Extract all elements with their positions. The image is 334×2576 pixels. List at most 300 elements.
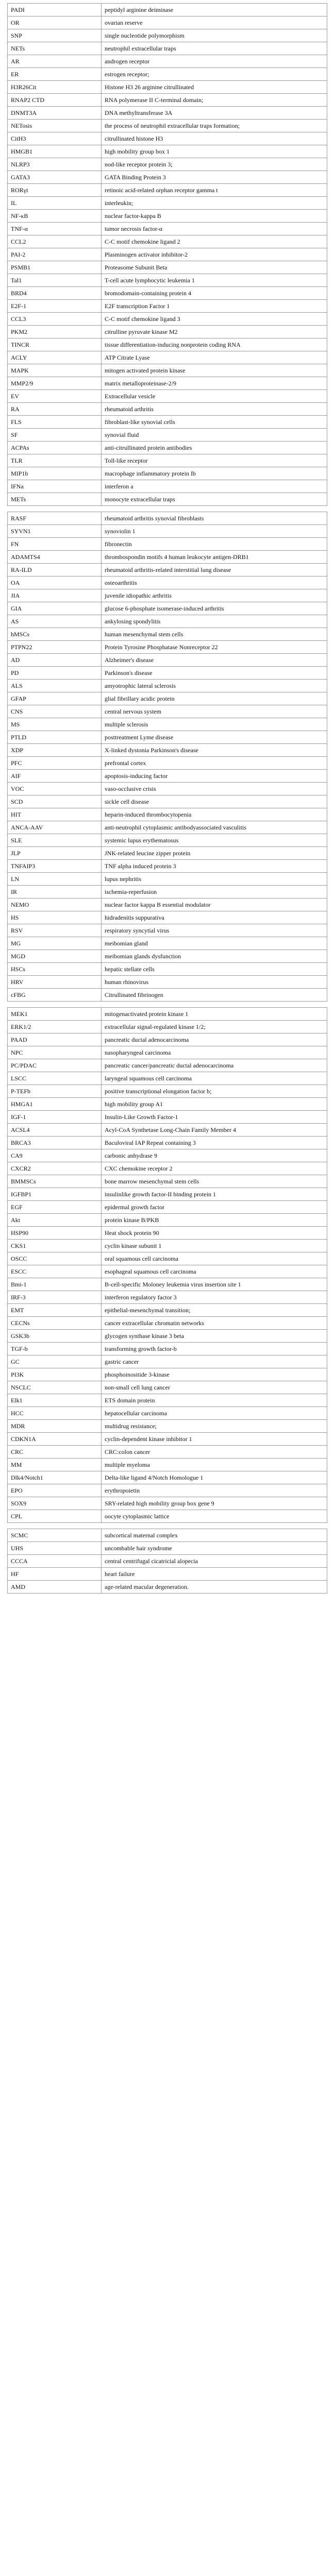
definition-cell: C-C motif chemokine ligand 2 <box>102 235 327 248</box>
abbreviation-cell: GC <box>8 1355 102 1368</box>
abbreviation-cell: OA <box>8 577 102 589</box>
abbreviation-cell: PTLD <box>8 731 102 744</box>
abbreviation-cell: SLE <box>8 834 102 847</box>
table-row <box>8 1265 327 1278</box>
abbreviation-cell: HCC <box>8 1407 102 1420</box>
table-row <box>8 223 327 235</box>
definition-cell: cyclin-dependent kinase inhibitor 1 <box>102 1433 327 1446</box>
table-row <box>8 416 327 429</box>
abbreviation-cell: IL <box>8 197 102 210</box>
abbreviation-cell: NETosis <box>8 120 102 132</box>
abbreviation-cell: HSCs <box>8 963 102 976</box>
abbreviation-cell: MEK1 <box>8 1008 102 1021</box>
table-row <box>8 1033 327 1046</box>
abbreviations-table <box>7 3 327 1594</box>
table-row <box>8 1368 327 1381</box>
abbreviation-cell: IFNa <box>8 480 102 493</box>
abbreviation-cell: CPL <box>8 1510 102 1523</box>
definition-cell: interferon a <box>102 480 327 493</box>
definition-cell: lupus nephritis <box>102 873 327 886</box>
definition-cell: high mobility group A1 <box>102 1098 327 1111</box>
definition-cell: age-related macular degeneration. <box>102 1581 327 1594</box>
abbreviation-cell: AD <box>8 654 102 667</box>
definition-cell: gastric cancer <box>102 1355 327 1368</box>
abbreviation-cell: ADAMTS4 <box>8 551 102 564</box>
table-row <box>8 1317 327 1330</box>
abbreviation-cell: CNS <box>8 705 102 718</box>
table-row <box>8 641 327 654</box>
abbreviation-cell: ACPAs <box>8 442 102 454</box>
definition-cell: anti-citrullinated protein antibodies <box>102 442 327 454</box>
abbreviation-cell: MS <box>8 718 102 731</box>
definition-cell: systemic lupus erythematosus <box>102 834 327 847</box>
table-row <box>8 770 327 783</box>
abbreviation-cell: BRCA3 <box>8 1137 102 1149</box>
section-separator <box>8 1523 327 1529</box>
abbreviation-cell: SF <box>8 429 102 442</box>
definition-cell: non-small cell lung cancer <box>102 1381 327 1394</box>
abbreviation-cell: Elk1 <box>8 1394 102 1407</box>
abbreviation-cell: MM <box>8 1459 102 1471</box>
abbreviation-cell: CA9 <box>8 1149 102 1162</box>
table-row <box>8 602 327 615</box>
section-separator-cell <box>8 1523 327 1529</box>
abbreviation-cell: ACLY <box>8 351 102 364</box>
definition-cell: mitogen activated protein kinase <box>102 364 327 377</box>
definition-cell: neutrophil extracellular traps <box>102 42 327 55</box>
definition-cell: nasopharyngeal carcinoma <box>102 1046 327 1059</box>
definition-cell: esophageal squamous cell carcinoma <box>102 1265 327 1278</box>
abbreviation-cell: OR <box>8 16 102 29</box>
definition-cell: uncombable hair syndrome <box>102 1542 327 1555</box>
definition-cell: monocyte extracellular traps <box>102 493 327 506</box>
definition-cell: matrix metalloproteinase-2/9 <box>102 377 327 390</box>
definition-cell: E2F transcription Factor 1 <box>102 300 327 313</box>
definition-cell: transforming growth factor-b <box>102 1343 327 1355</box>
definition-cell: pancreatic ductal adenocarcinoma <box>102 1033 327 1046</box>
abbreviation-cell: LSCC <box>8 1072 102 1085</box>
definition-cell: estrogen receptor; <box>102 68 327 81</box>
abbreviation-cell: LN <box>8 873 102 886</box>
definition-cell: central nervous system <box>102 705 327 718</box>
table-row <box>8 976 327 989</box>
section-separator-cell <box>8 506 327 512</box>
definition-cell: phosphoinositide 3-kinase <box>102 1368 327 1381</box>
table-row <box>8 1201 327 1214</box>
abbreviation-cell: NSCLC <box>8 1381 102 1394</box>
definition-cell: multiple myeloma <box>102 1459 327 1471</box>
table-row <box>8 808 327 821</box>
table-row <box>8 924 327 937</box>
abbreviation-cell: GIA <box>8 602 102 615</box>
definition-cell: rheumatoid arthritis-related interstitial lung disease <box>102 564 327 577</box>
table-row <box>8 94 327 107</box>
definition-cell: heart failure <box>102 1568 327 1581</box>
definition-cell: epithelial-mesenchymal transition; <box>102 1304 327 1317</box>
abbreviation-cell: MMP2/9 <box>8 377 102 390</box>
abbreviation-cell: CitH3 <box>8 132 102 145</box>
definition-cell: nuclear factor-kappa B <box>102 210 327 223</box>
definition-cell: T-cell acute lymphocytic leukemia 1 <box>102 274 327 287</box>
abbreviation-cell: SNP <box>8 29 102 42</box>
abbreviation-cell: cFBG <box>8 989 102 1002</box>
table-row <box>8 1568 327 1581</box>
section-separator-cell <box>8 1002 327 1008</box>
definition-cell: tumor necrosis factor-α <box>102 223 327 235</box>
definition-cell: hepatic stellate cells <box>102 963 327 976</box>
table-row <box>8 564 327 577</box>
abbreviation-cell: UHS <box>8 1542 102 1555</box>
table-row <box>8 1137 327 1149</box>
table-row <box>8 1497 327 1510</box>
definition-cell: Insulin-Like Growth Factor-1 <box>102 1111 327 1124</box>
abbreviation-cell: CECNs <box>8 1317 102 1330</box>
abbreviation-cell: EGF <box>8 1201 102 1214</box>
abbreviations-table-container <box>7 3 327 1594</box>
definition-cell: central centrifugal cicatricial alopecia <box>102 1555 327 1568</box>
table-row <box>8 1149 327 1162</box>
abbreviation-cell: P-TEFb <box>8 1085 102 1098</box>
table-row <box>8 795 327 808</box>
definition-cell: peptidyl arginine deiminase <box>102 4 327 16</box>
definition-cell: human rhinovirus <box>102 976 327 989</box>
definition-cell: Histone H3 26 arginine citrullinated <box>102 81 327 94</box>
table-row <box>8 235 327 248</box>
table-row <box>8 680 327 692</box>
abbreviation-cell: PAAD <box>8 1033 102 1046</box>
table-row <box>8 145 327 158</box>
table-row <box>8 1175 327 1188</box>
definition-cell: osteoarthritis <box>102 577 327 589</box>
table-row <box>8 480 327 493</box>
definition-cell: glucose 6-phosphate isomerase-induced arthritis <box>102 602 327 615</box>
abbreviation-cell: HIT <box>8 808 102 821</box>
abbreviation-cell: DNMT3A <box>8 107 102 120</box>
table-row <box>8 577 327 589</box>
definition-cell: Alzheimer's disease <box>102 654 327 667</box>
definition-cell: citrullinated histone H3 <box>102 132 327 145</box>
table-row <box>8 1381 327 1394</box>
table-row <box>8 1046 327 1059</box>
definition-cell: oral squamous cell carcinoma <box>102 1252 327 1265</box>
table-row <box>8 744 327 757</box>
abbreviation-cell: SCD <box>8 795 102 808</box>
abbreviation-cell: HMGB1 <box>8 145 102 158</box>
table-row <box>8 821 327 834</box>
definition-cell: citrulline pyruvate kinase M2 <box>102 326 327 338</box>
table-row <box>8 1098 327 1111</box>
abbreviation-cell: PAI-2 <box>8 248 102 261</box>
table-row <box>8 937 327 950</box>
definition-cell: macrophage inflammatory protein Ib <box>102 467 327 480</box>
table-row <box>8 1343 327 1355</box>
definition-cell: RNA polymerase II C-terminal domain; <box>102 94 327 107</box>
definition-cell: ETS domain protein <box>102 1394 327 1407</box>
abbreviation-cell: hMSCs <box>8 628 102 641</box>
definition-cell: cancer extracellular chromatin networks <box>102 1317 327 1330</box>
abbreviation-cell: EV <box>8 390 102 403</box>
definition-cell: carbonic anhydrase 9 <box>102 1149 327 1162</box>
table-row <box>8 1227 327 1240</box>
definition-cell: laryngeal squamous cell carcinoma <box>102 1072 327 1085</box>
abbreviation-cell: IRF-3 <box>8 1291 102 1304</box>
abbreviation-cell: AS <box>8 615 102 628</box>
table-row <box>8 1355 327 1368</box>
table-row <box>8 158 327 171</box>
abbreviation-cell: IR <box>8 886 102 899</box>
definition-cell: erythropoietin <box>102 1484 327 1497</box>
abbreviation-cell: PFC <box>8 757 102 770</box>
table-row <box>8 783 327 795</box>
abbreviation-cell: CXCR2 <box>8 1162 102 1175</box>
table-row <box>8 210 327 223</box>
abbreviation-cell: MDR <box>8 1420 102 1433</box>
table-row <box>8 68 327 81</box>
abbreviation-cell: TLR <box>8 454 102 467</box>
definition-cell: Parkinson's disease <box>102 667 327 680</box>
abbreviation-cell: H3R26Cit <box>8 81 102 94</box>
abbreviation-cell: OSCC <box>8 1252 102 1265</box>
definition-cell: single nucleotide polymorphism <box>102 29 327 42</box>
table-row <box>8 950 327 963</box>
table-row <box>8 132 327 145</box>
abbreviation-cell: PI3K <box>8 1368 102 1381</box>
definition-cell: oocyte cytoplasmic lattice <box>102 1510 327 1523</box>
definition-cell: SRY-related high mobility group box gene 9 <box>102 1497 327 1510</box>
table-row <box>8 184 327 197</box>
definition-cell: Toll-like receptor <box>102 454 327 467</box>
table-row <box>8 248 327 261</box>
definition-cell: Extracellular vesicle <box>102 390 327 403</box>
abbreviation-cell: Bmi-1 <box>8 1278 102 1291</box>
table-row <box>8 55 327 68</box>
table-row <box>8 442 327 454</box>
definition-cell: prefrontal cortex <box>102 757 327 770</box>
abbreviation-cell: TINCR <box>8 338 102 351</box>
table-row <box>8 628 327 641</box>
definition-cell: DNA methyltransferase 3A <box>102 107 327 120</box>
table-row <box>8 989 327 1002</box>
abbreviation-cell: PSMB1 <box>8 261 102 274</box>
abbreviation-cell: HMGA1 <box>8 1098 102 1111</box>
definition-cell: juvenile idiopathic arthritis <box>102 589 327 602</box>
definition-cell: TNF alpha induced protein 3 <box>102 860 327 873</box>
table-row <box>8 1555 327 1568</box>
definition-cell: rheumatoid arthritis synovial fibroblasts <box>102 512 327 525</box>
abbreviation-cell: AMD <box>8 1581 102 1594</box>
table-row <box>8 1291 327 1304</box>
abbreviation-cell: TNF-α <box>8 223 102 235</box>
table-row <box>8 1420 327 1433</box>
table-row <box>8 1240 327 1252</box>
definition-cell: nod-like receptor protein 3; <box>102 158 327 171</box>
definition-cell: mitogenactivated protein kinase 1 <box>102 1008 327 1021</box>
abbreviation-cell: RSV <box>8 924 102 937</box>
definition-cell: apoptosis-inducing factor <box>102 770 327 783</box>
definition-cell: epidermal growth factor <box>102 1201 327 1214</box>
definition-cell: interleukin; <box>102 197 327 210</box>
definition-cell: fibronectin <box>102 538 327 551</box>
table-row <box>8 1085 327 1098</box>
abbreviation-cell: NEMO <box>8 899 102 911</box>
abbreviation-cell: MAPK <box>8 364 102 377</box>
definition-cell: anti-neutrophil cytoplasmic antibodyassociated vasculitis <box>102 821 327 834</box>
table-row <box>8 1542 327 1555</box>
abbreviation-cell: NF-κB <box>8 210 102 223</box>
table-row <box>8 847 327 860</box>
definition-cell: Baculoviral IAP Repeat containing 3 <box>102 1137 327 1149</box>
definition-cell: meibomian gland <box>102 937 327 950</box>
definition-cell: Proteasome Subunit Beta <box>102 261 327 274</box>
table-row <box>8 1446 327 1459</box>
table-row <box>8 731 327 744</box>
table-row <box>8 1394 327 1407</box>
table-row <box>8 364 327 377</box>
abbreviations-table-body <box>8 4 327 1594</box>
definition-cell: GATA Binding Protein 3 <box>102 171 327 184</box>
abbreviation-cell: EPO <box>8 1484 102 1497</box>
definition-cell: multidrug resistance; <box>102 1420 327 1433</box>
abbreviation-cell: NETs <box>8 42 102 55</box>
abbreviation-cell: Dlk4/Notch1 <box>8 1471 102 1484</box>
abbreviation-cell: IGFBP1 <box>8 1188 102 1201</box>
definition-cell: meibomian glands dysfunction <box>102 950 327 963</box>
abbreviation-cell: RNAP2 CTD <box>8 94 102 107</box>
table-row <box>8 274 327 287</box>
table-row <box>8 107 327 120</box>
table-row <box>8 1111 327 1124</box>
table-row <box>8 1581 327 1594</box>
definition-cell: synoviolin 1 <box>102 525 327 538</box>
table-row <box>8 615 327 628</box>
abbreviation-cell: BRD4 <box>8 287 102 300</box>
table-row <box>8 1459 327 1471</box>
abbreviation-cell: FN <box>8 538 102 551</box>
definition-cell: Heat shock protein 90 <box>102 1227 327 1240</box>
abbreviation-cell: METs <box>8 493 102 506</box>
table-row <box>8 1252 327 1265</box>
definition-cell: ischemia-reperfusion <box>102 886 327 899</box>
abbreviation-cell: CKS1 <box>8 1240 102 1252</box>
table-row <box>8 1484 327 1497</box>
abbreviation-cell: GSK3b <box>8 1330 102 1343</box>
definition-cell: bromodomain-containing protein 4 <box>102 287 327 300</box>
abbreviation-cell: ESCC <box>8 1265 102 1278</box>
table-row <box>8 1072 327 1085</box>
abbreviation-cell: GATA3 <box>8 171 102 184</box>
definition-cell: X-linked dystonia Parkinson's disease <box>102 744 327 757</box>
definition-cell: androgen receptor <box>102 55 327 68</box>
table-row <box>8 538 327 551</box>
abbreviation-cell: ANCA-AAV <box>8 821 102 834</box>
abbreviation-cell: MIP1b <box>8 467 102 480</box>
table-row <box>8 1059 327 1072</box>
section-separator <box>8 1002 327 1008</box>
definition-cell: multiple sclerosis <box>102 718 327 731</box>
definition-cell: C-C motif chemokine ligand 3 <box>102 313 327 326</box>
abbreviation-cell: RORγt <box>8 184 102 197</box>
abbreviation-cell: E2F-1 <box>8 300 102 313</box>
abbreviation-cell: PTPN22 <box>8 641 102 654</box>
definition-cell: ankylosing spondylitis <box>102 615 327 628</box>
table-row <box>8 1529 327 1542</box>
definition-cell: synovial fluid <box>102 429 327 442</box>
abbreviation-cell: HF <box>8 1568 102 1581</box>
table-row <box>8 886 327 899</box>
abbreviation-cell: ACSL4 <box>8 1124 102 1137</box>
abbreviation-cell: HRV <box>8 976 102 989</box>
abbreviation-cell: PC/PDAC <box>8 1059 102 1072</box>
definition-cell: hidradenitis suppurativa <box>102 911 327 924</box>
definition-cell: respiratory syncytial virus <box>102 924 327 937</box>
table-row <box>8 911 327 924</box>
table-row <box>8 326 327 338</box>
table-row <box>8 654 327 667</box>
abbreviation-cell: GFAP <box>8 692 102 705</box>
table-row <box>8 454 327 467</box>
definition-cell: Acyl-CoA Synthetase Long-Chain Family Member 4 <box>102 1124 327 1137</box>
table-row <box>8 1162 327 1175</box>
abbreviation-cell: CCL3 <box>8 313 102 326</box>
table-row <box>8 1021 327 1033</box>
table-row <box>8 512 327 525</box>
table-row <box>8 963 327 976</box>
abbreviation-cell: EMT <box>8 1304 102 1317</box>
table-row <box>8 1278 327 1291</box>
definition-cell: high mobility group box 1 <box>102 145 327 158</box>
definition-cell: hepatocellular carcinoma <box>102 1407 327 1420</box>
table-row <box>8 351 327 364</box>
abbreviation-cell: SCMC <box>8 1529 102 1542</box>
abbreviation-cell: SYVN1 <box>8 525 102 538</box>
table-row <box>8 1008 327 1021</box>
abbreviation-cell: ALS <box>8 680 102 692</box>
table-row <box>8 171 327 184</box>
abbreviation-cell: RA <box>8 403 102 416</box>
definition-cell: bone marrow mesenchymal stem cells <box>102 1175 327 1188</box>
definition-cell: protein kinase B/PKB <box>102 1214 327 1227</box>
abbreviation-cell: ERK1/2 <box>8 1021 102 1033</box>
abbreviation-cell: BMMSCs <box>8 1175 102 1188</box>
abbreviation-cell: PKM2 <box>8 326 102 338</box>
definition-cell: insulinlike growth factor-II binding protein 1 <box>102 1188 327 1201</box>
abbreviation-cell: Akt <box>8 1214 102 1227</box>
table-row <box>8 313 327 326</box>
definition-cell: CXC chemokine receptor 2 <box>102 1162 327 1175</box>
abbreviation-cell: CCCA <box>8 1555 102 1568</box>
table-row <box>8 403 327 416</box>
table-row <box>8 705 327 718</box>
table-row <box>8 1214 327 1227</box>
definition-cell: subcortical maternal complex <box>102 1529 327 1542</box>
table-row <box>8 197 327 210</box>
table-row <box>8 1188 327 1201</box>
definition-cell: rheumatoid arthritis <box>102 403 327 416</box>
table-row <box>8 493 327 506</box>
abbreviation-cell: NPC <box>8 1046 102 1059</box>
definition-cell: Citrullinated fibrinogen <box>102 989 327 1002</box>
definition-cell: CRC:colon cancer <box>102 1446 327 1459</box>
abbreviation-cell: FLS <box>8 416 102 429</box>
abbreviation-cell: JLP <box>8 847 102 860</box>
table-row <box>8 873 327 886</box>
definition-cell: thrombospondin motifs 4 human leukocyte antigen-DRB1 <box>102 551 327 564</box>
table-row <box>8 81 327 94</box>
definition-cell: extracellular signal-regulated kinase 1/2; <box>102 1021 327 1033</box>
table-row <box>8 467 327 480</box>
abbreviation-cell: HSP90 <box>8 1227 102 1240</box>
table-row <box>8 1407 327 1420</box>
